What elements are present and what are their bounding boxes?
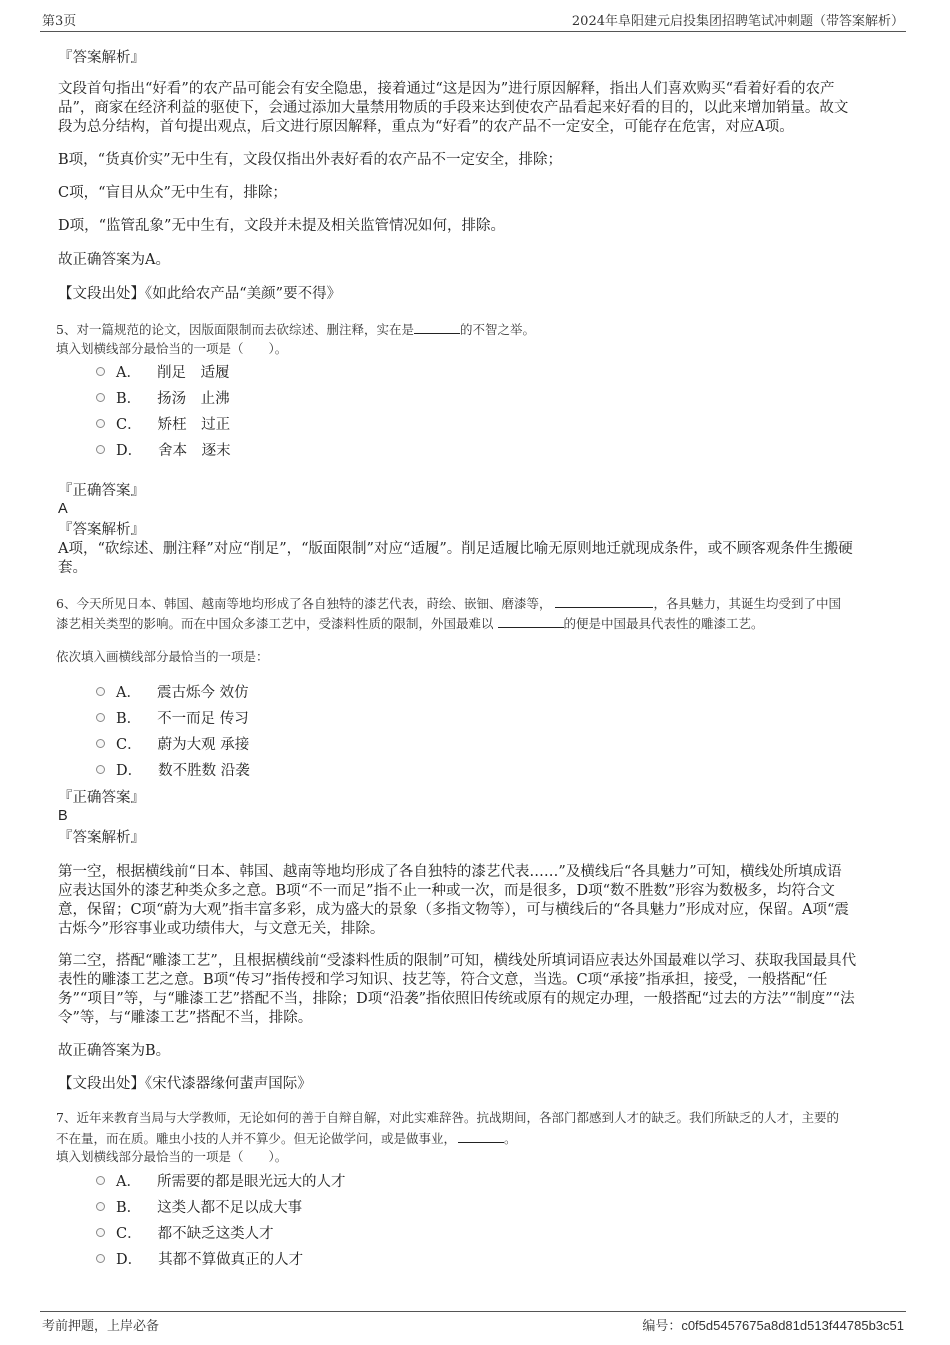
document-title: 2024年阜阳建元启投集团招聘笔试冲刺题（带答案解析） <box>571 14 904 29</box>
correct-answer-heading: 『正确答案』 <box>58 483 145 499</box>
analysis-line: 品”，商家在经济利益的驱使下，会通过添加大量禁用物质的手段来达到使农产品看起来好看的目的，以此来增加销量。故文 <box>58 100 849 116</box>
option-d[interactable]: D． 舍本 逐末 <box>96 439 231 460</box>
analysis-line: 令”等，与“雕漆工艺”搭配不当，排除。 <box>58 1010 313 1026</box>
question-stem: 不在量，而在质。雕虫小技的人并不算少。但无论做学问，或是做事业， 。 <box>56 1128 517 1149</box>
radio-icon[interactable] <box>96 713 105 722</box>
correct-answer: A <box>58 501 68 517</box>
document-code: 编号：c0f5d5457675a8d81d513f44785b3c51 <box>642 1318 904 1334</box>
analysis-line: 第二空，搭配“雕漆工艺”，且根据横线前“受漆料性质的限制”可知，横线处所填词语应表达外国最难以学习、获取我国最具代 <box>58 953 857 969</box>
radio-icon[interactable] <box>96 765 105 774</box>
option-a[interactable]: A． 震古烁今 效仿 <box>96 681 249 702</box>
analysis-line: 第一空，根据横线前“日本、韩国、越南等地均形成了各自独特的漆艺代表……”及横线后“各具魅力”可知，横线处所填成语 <box>58 864 842 880</box>
page-number: 第3页 <box>42 14 77 29</box>
correct-answer-heading: 『正确答案』 <box>58 790 145 806</box>
footer-divider <box>40 1311 906 1312</box>
question-stem: 6、今天所见日本、韩国、越南等地均形成了各自独特的漆艺代表，莳绘、嵌钿、磨漆等， ，各具魅力，其诞生均受到了中国 <box>56 593 841 614</box>
radio-icon[interactable] <box>96 393 105 402</box>
question-prompt: 填入划横线部分最恰当的一项是（ ）。 <box>56 1149 288 1164</box>
radio-icon[interactable] <box>96 739 105 748</box>
analysis-line: 意，保留；C项“蔚为大观”指丰富多彩，成为盛大的景象（多指文物等），可与横线后的“各具魅力”形成对应，保留。A项“震 <box>58 902 849 918</box>
analysis-line: B项，“货真价实”无中生有，文段仅指出外表好看的农产品不一定安全，排除； <box>58 152 562 168</box>
footer-slogan: 考前押题，上岸必备 <box>42 1319 160 1334</box>
option-a[interactable]: A． 削足 适履 <box>96 361 229 382</box>
option-b[interactable]: B． 扬汤 止沸 <box>96 387 230 408</box>
analysis-heading: 『答案解析』 <box>58 522 145 538</box>
question-prompt: 填入划横线部分最恰当的一项是（ ）。 <box>56 341 288 356</box>
option-a[interactable]: A． 所需要的都是眼光远大的人才 <box>96 1170 345 1191</box>
correct-answer: B <box>58 808 68 824</box>
source-citation: 【文段出处】《宋代漆器缘何蜚声国际》 <box>58 1076 312 1092</box>
blank-line <box>555 593 653 608</box>
analysis-line: 务”“项目”等，与“雕漆工艺”搭配不当，排除；D项“沿袭”指依照旧传统或原有的规定办理，一般搭配“过去的方法”“制度”“法 <box>58 991 855 1007</box>
radio-icon[interactable] <box>96 445 105 454</box>
question-stem: 漆艺相关类型的影响。而在中国众多漆工艺中，受漆料性质的限制，外国最难以 的便是中国最具代表性的雕漆工艺。 <box>56 613 764 634</box>
analysis-line: D项，“监管乱象”无中生有，文段并未提及相关监管情况如何，排除。 <box>58 218 505 234</box>
option-b[interactable]: B． 这类人都不足以成大事 <box>96 1196 302 1217</box>
source-citation: 【文段出处】《如此给农产品“美颜”要不得》 <box>58 286 342 302</box>
radio-icon[interactable] <box>96 1176 105 1185</box>
option-c[interactable]: C． 蔚为大观 承接 <box>96 733 249 754</box>
blank-line <box>414 319 460 334</box>
blank-line <box>458 1128 504 1143</box>
analysis-line: C项，“盲目从众”无中生有，排除； <box>58 185 287 201</box>
analysis-line: 应表达国外的漆艺种类众多之意。B项“不一而足”指不止一种或一次，而是很多，D项“数不胜数”形容为数极多，均符合文 <box>58 883 835 899</box>
conclusion: 故正确答案为A。 <box>58 252 170 268</box>
analysis-line: A项，“砍综述、删注释”对应“削足”，“版面限制”对应“适履”。削足适履比喻无原则地迁就现成条件，或不顾客观条件生搬硬 <box>58 541 853 557</box>
analysis-line: 古烁今”形容事业或功绩伟大，与文意无关，排除。 <box>58 921 385 937</box>
analysis-line: 段为总分结构，首句提出观点，后文进行原因解释，重点为“好看”的农产品不一定安全，可能存在危害，对应A项。 <box>58 119 794 135</box>
option-c[interactable]: C． 矫枉 过正 <box>96 413 230 434</box>
radio-icon[interactable] <box>96 1228 105 1237</box>
option-b[interactable]: B． 不一而足 传习 <box>96 707 249 728</box>
radio-icon[interactable] <box>96 419 105 428</box>
question-stem: 5、对一篇规范的论文，因版面限制而去砍综述、删注释，实在是 的不智之举。 <box>56 319 535 340</box>
header-divider <box>40 31 906 32</box>
analysis-line: 表性的雕漆工艺之意。B项“传习”指传授和学习知识、技艺等，符合文意，当选。C项“承接”指承担，接受，一般搭配“任 <box>58 972 828 988</box>
radio-icon[interactable] <box>96 1202 105 1211</box>
blank-line <box>498 613 564 628</box>
radio-icon[interactable] <box>96 687 105 696</box>
option-d[interactable]: D． 其都不算做真正的人才 <box>96 1248 303 1269</box>
radio-icon[interactable] <box>96 367 105 376</box>
option-c[interactable]: C． 都不缺乏这类人才 <box>96 1222 274 1243</box>
option-d[interactable]: D． 数不胜数 沿袭 <box>96 759 250 780</box>
analysis-line: 套。 <box>58 560 87 576</box>
question-stem: 7、近年来教育当局与大学教师，无论如何的善于自辩自解，对此实难辞咎。抗战期间，各部门都感到人才的缺乏。我们所缺乏的人才，主要的 <box>56 1110 839 1125</box>
analysis-heading: 『答案解析』 <box>58 830 145 846</box>
question-prompt: 依次填入画横线部分最恰当的一项是： <box>56 649 269 664</box>
analysis-heading: 『答案解析』 <box>58 50 145 66</box>
radio-icon[interactable] <box>96 1254 105 1263</box>
conclusion: 故正确答案为B。 <box>58 1043 171 1059</box>
analysis-line: 文段首句指出“好看”的农产品可能会有安全隐患，接着通过“这是因为”进行原因解释，指出人们喜欢购买“看着好看的农产 <box>58 81 835 97</box>
